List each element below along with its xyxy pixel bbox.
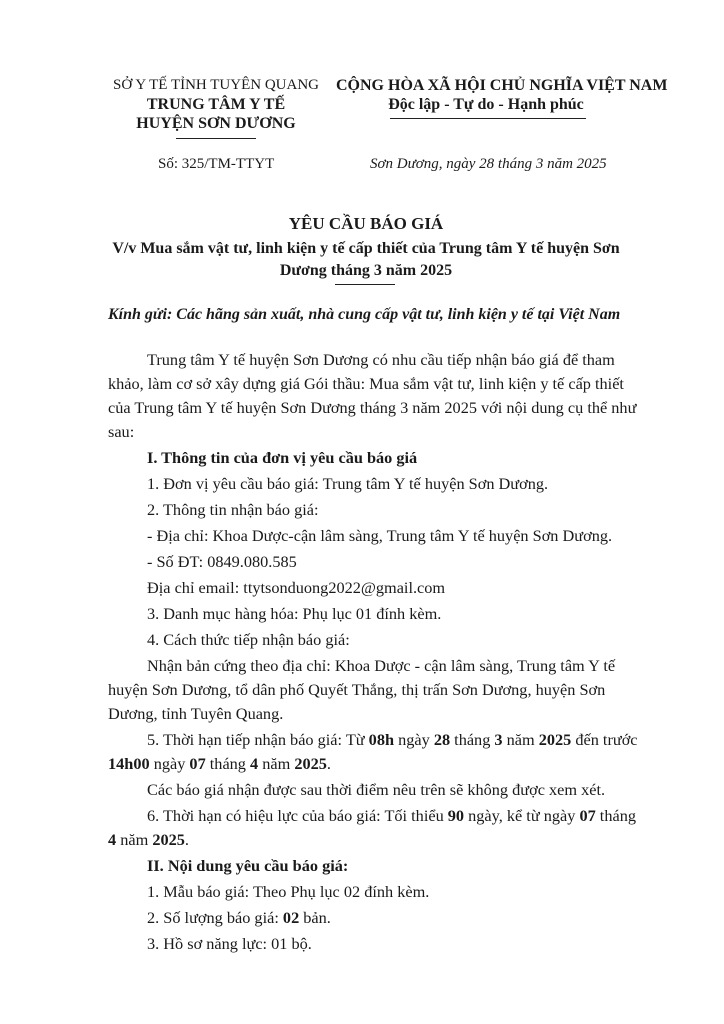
document-title: YÊU CẦU BÁO GIÁ <box>288 214 444 233</box>
item6-text: năm <box>116 830 153 849</box>
item6-year: 2025 <box>152 830 185 849</box>
subject-line2: Dương tháng 3 năm 2025 <box>279 262 453 279</box>
issuing-department: SỞ Y TẾ TỈNH TUYÊN QUANG <box>113 77 319 93</box>
item5-start-month: 3 <box>494 730 503 749</box>
receive-line1: Nhận bản cứng theo địa chỉ: Khoa Dược - cận lâm sàng, Trung tâm Y tế <box>147 656 616 675</box>
item5-text: ngày <box>394 730 434 749</box>
item5-end-month: 4 <box>250 754 259 773</box>
intro-line2: khảo, làm cơ sở xây dựng giá Gói thầu: Mua sắm vật tư, linh kiện y tế cấp thiết <box>108 374 624 393</box>
intro-line3: của Trung tâm Y tế huyện Sơn Dương tháng 3 năm 2025 với nội dung cụ thể như <box>108 398 637 417</box>
section1-address: - Địa chỉ: Khoa Dược-cận lâm sàng, Trung tâm Y tế huyện Sơn Dương. <box>147 526 613 545</box>
receive-line3: Dương, tỉnh Tuyên Quang. <box>108 704 284 723</box>
intro-line1: Trung tâm Y tế huyện Sơn Dương có nhu cầu tiếp nhận báo giá để tham <box>147 350 615 369</box>
item6-text: . <box>184 830 189 849</box>
section1-email: Địa chỉ email: ttytsonduong2022@gmail.com <box>147 578 446 597</box>
item5-text: năm <box>502 730 539 749</box>
subject-line1: V/v Mua sắm vật tư, linh kiện y tế cấp thiết của Trung tâm Y tế huyện Sơn <box>112 240 620 257</box>
item5-text: . <box>326 754 331 773</box>
item2-text: bản. <box>299 908 331 927</box>
section1-item3: 3. Danh mục hàng hóa: Phụ lục 01 đính kèm. <box>147 604 442 623</box>
right-header-rule <box>390 118 586 119</box>
item5-text: tháng <box>205 754 251 773</box>
section1-heading: I. Thông tin của đơn vị yêu cầu báo giá <box>147 448 418 467</box>
quote-copies-count: 02 <box>282 908 300 927</box>
section2-item3: 3. Hồ sơ năng lực: 01 bộ. <box>147 934 312 953</box>
item5-text: 5. Thời hạn tiếp nhận báo giá: Từ <box>147 730 369 749</box>
document-number: Số: 325/TM-TTYT <box>158 156 275 172</box>
section1-phone: - Số ĐT: 0849.080.585 <box>147 552 297 571</box>
section1-item2: 2. Thông tin nhận báo giá: <box>147 500 319 519</box>
section1-item6-line2 <box>108 830 189 850</box>
item5-end-day: 07 <box>189 754 206 773</box>
item2-text: 2. Số lượng báo giá: <box>147 908 283 927</box>
item5-start-day: 28 <box>433 730 451 749</box>
item6-month: 4 <box>108 830 117 849</box>
item5-text: năm <box>258 754 295 773</box>
section2-item1: 1. Mẫu báo giá: Theo Phụ lục 02 đính kèm. <box>147 882 430 901</box>
issuing-center-line2: HUYỆN SƠN DƯƠNG <box>136 115 296 132</box>
item6-text: tháng <box>595 806 636 825</box>
item5-end-year: 2025 <box>294 754 327 773</box>
receive-line2: huyện Sơn Dương, tổ dân phố Quyết Thắng, thị trấn Sơn Dương, huyện Sơn <box>108 680 606 699</box>
national-motto: Độc lập - Tự do - Hạnh phúc <box>388 96 584 113</box>
left-header-rule <box>176 138 256 139</box>
item5-text: đến trước <box>571 730 638 749</box>
item5-start-year: 2025 <box>538 730 572 749</box>
section1-item6-line1 <box>147 806 636 826</box>
section1-item1: 1. Đơn vị yêu cầu báo giá: Trung tâm Y tế huyện Sơn Dương. <box>147 474 549 493</box>
item6-day: 07 <box>579 806 596 825</box>
section1-item5-line1 <box>147 730 638 750</box>
section1-item4: 4. Cách thức tiếp nhận báo giá: <box>147 630 350 649</box>
section2-heading: II. Nội dung yêu cầu báo giá: <box>147 856 349 875</box>
section1-item5-line2 <box>108 754 331 774</box>
issuing-center-line1: TRUNG TÂM Y TẾ <box>146 96 286 113</box>
recipient-line: Kính gửi: Các hãng sản xuất, nhà cung cấp vật tư, linh kiện y tế tại Việt Nam <box>108 306 621 323</box>
item6-text: 6. Thời hạn có hiệu lực của báo giá: Tối thiểu <box>147 806 448 825</box>
item6-days: 90 <box>447 806 465 825</box>
item6-text: ngày, kể từ ngày <box>464 806 580 825</box>
intro-line4: sau: <box>108 422 135 441</box>
item5-text: ngày <box>149 754 190 773</box>
late-note: Các báo giá nhận được sau thời điểm nêu trên sẽ không được xem xét. <box>147 780 606 799</box>
item5-text: tháng <box>450 730 495 749</box>
nation-name: CỘNG HÒA XÃ HỘI CHỦ NGHĨA VIỆT NAM <box>336 77 668 94</box>
item5-end-hour: 14h00 <box>108 754 150 773</box>
section2-item2 <box>147 908 331 928</box>
item5-start-hour: 08h <box>368 730 395 749</box>
subject-underline <box>335 284 395 285</box>
place-and-date: Sơn Dương, ngày 28 tháng 3 năm 2025 <box>370 156 607 172</box>
